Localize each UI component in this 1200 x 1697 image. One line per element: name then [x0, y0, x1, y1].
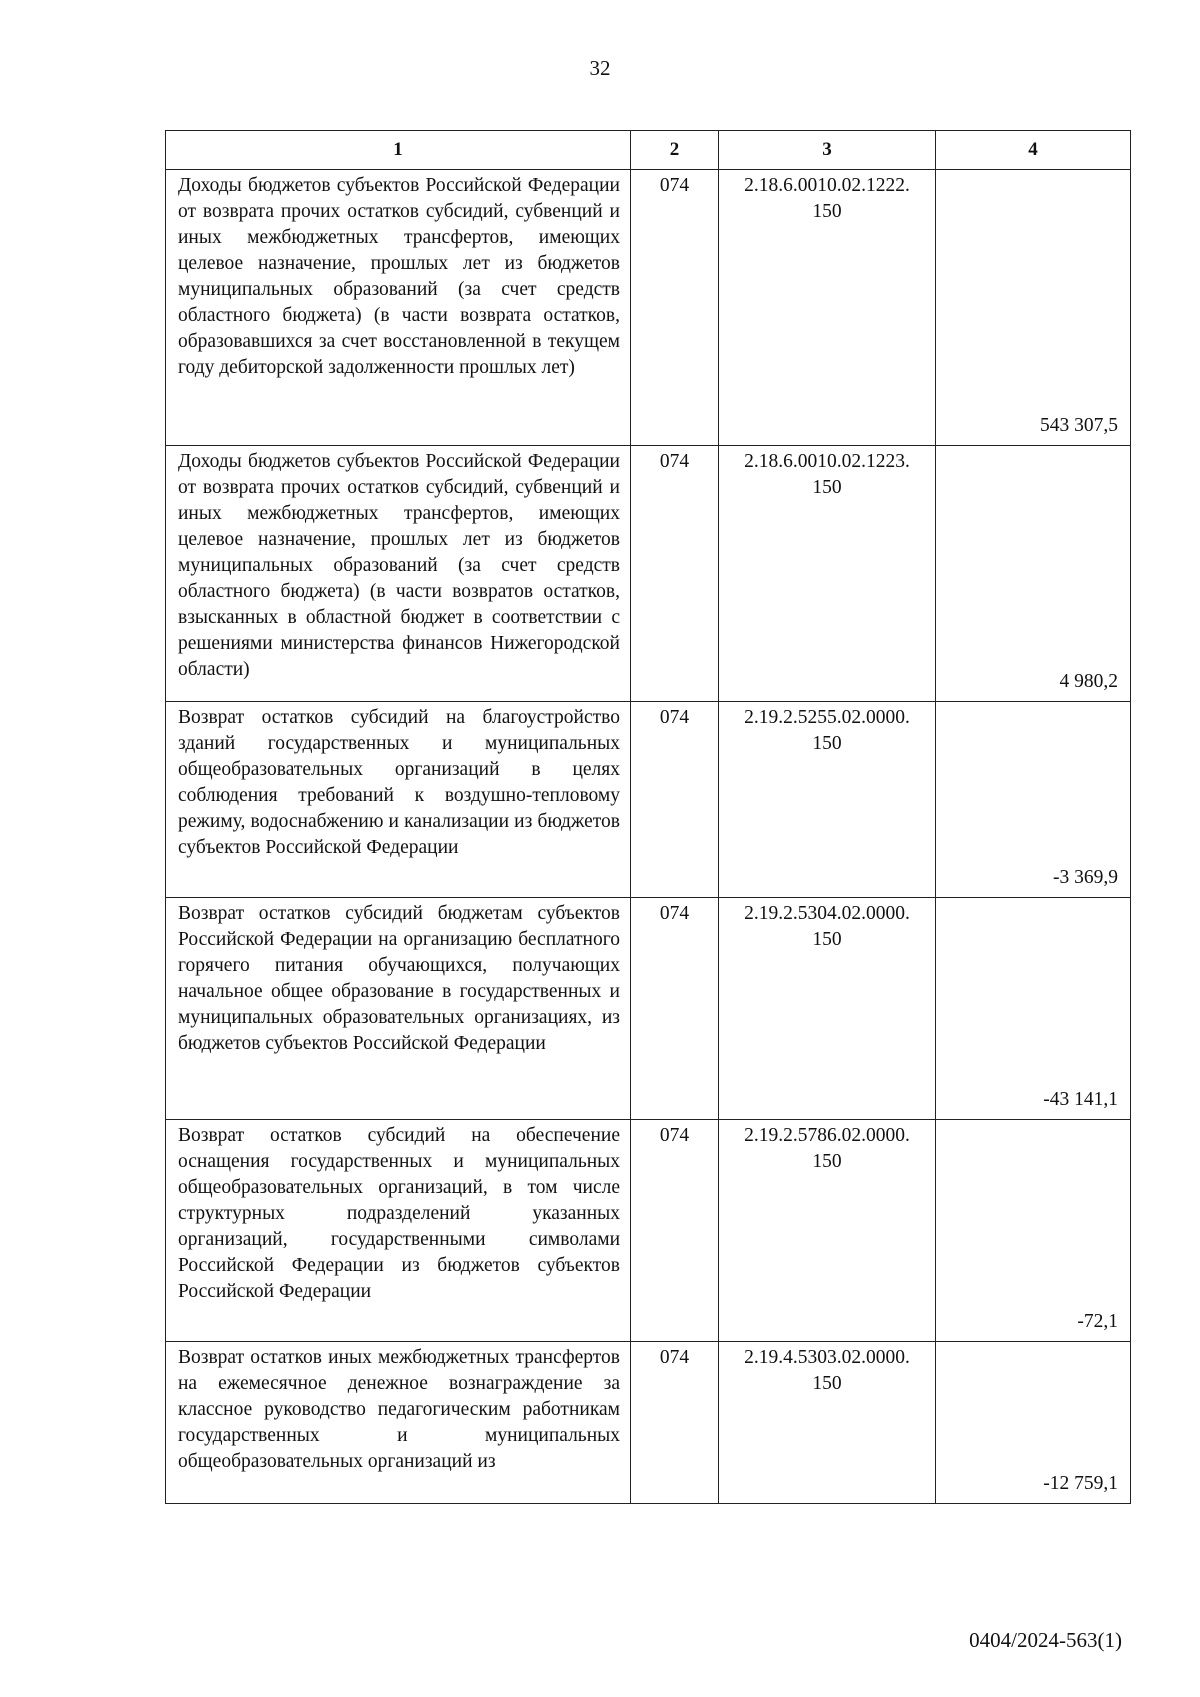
row-description: Возврат остатков субсидий на благоустройство зданий государственных и муниципальных общеобразовательных организаций в целях соблюдения требований к воздушно-тепловому режиму, водоснабжению и канализации из бюджетов субъектов Российской Федерации: [166, 702, 631, 898]
page-number: 32: [589, 56, 611, 80]
header-col-1: 1: [166, 131, 631, 170]
header-col-4: 4: [936, 131, 1131, 170]
code-line-1: 2.18.6.0010.02.1223.: [744, 451, 910, 472]
row-admin-code: 074: [631, 702, 719, 898]
row-classification-code: [719, 898, 936, 1120]
row-classification-code: [719, 170, 936, 446]
code-line-2: 150: [812, 1373, 842, 1394]
table-row: [166, 170, 1131, 446]
header-col-3: 3: [719, 131, 936, 170]
row-classification-code: [719, 446, 936, 702]
row-classification-code: [719, 702, 936, 898]
row-description: Возврат остатков иных межбюджетных трансфертов на ежемесячное денежное вознаграждение за классное руководство педагогическим работникам государственных и муниципальных общеобразовательных организаций из: [166, 1342, 631, 1504]
code-line-1: 2.19.2.5255.02.0000.: [744, 707, 910, 728]
table-row: [166, 446, 1131, 702]
row-admin-code: 074: [631, 170, 719, 446]
table-row: [166, 1342, 1131, 1504]
row-amount: 543 307,5: [936, 170, 1131, 446]
row-description: Доходы бюджетов субъектов Российской Федерации от возврата прочих остатков субсидий, субвенций и иных межбюджетных трансфертов, имеющих целевое назначение, прошлых лет из бюджетов муниципальных образований (за счет средств областного бюджета) (в части возвратов остатков, взысканных в областной бюджет в соответствии с решениями министерства финансов Нижегородской области): [166, 446, 631, 702]
code-line-1: 2.19.2.5786.02.0000.: [744, 1125, 910, 1146]
code-line-2: 150: [812, 1151, 842, 1172]
row-amount: -43 141,1: [936, 898, 1131, 1120]
row-admin-code: 074: [631, 898, 719, 1120]
row-classification-code: [719, 1342, 936, 1504]
header-col-2: 2: [631, 131, 719, 170]
row-admin-code: 074: [631, 446, 719, 702]
row-amount: -12 759,1: [936, 1342, 1131, 1504]
code-line-2: 150: [812, 477, 842, 498]
code-line-1: 2.18.6.0010.02.1222.: [744, 175, 910, 196]
code-line-1: 2.19.4.5303.02.0000.: [744, 1347, 910, 1368]
revenue-table: [165, 130, 1131, 1504]
code-line-2: 150: [812, 201, 842, 222]
table-row: [166, 702, 1131, 898]
code-line-1: 2.19.2.5304.02.0000.: [744, 903, 910, 924]
table-header-row: [166, 131, 1131, 170]
row-description: Возврат остатков субсидий бюджетам субъектов Российской Федерации на организацию бесплатного горячего питания обучающихся, получающих начальное общее образование в государственных и муниципальных образовательных организациях, из бюджетов субъектов Российской Федерации: [166, 898, 631, 1120]
table-row: [166, 1120, 1131, 1342]
row-description: Доходы бюджетов субъектов Российской Федерации от возврата прочих остатков субсидий, субвенций и иных межбюджетных трансфертов, имеющих целевое назначение, прошлых лет из бюджетов муниципальных образований (за счет средств областного бюджета) (в части возврата остатков, образовавшихся за счет восстановленной в текущем году дебиторской задолженности прошлых лет): [166, 170, 631, 446]
row-classification-code: [719, 1120, 936, 1342]
row-amount: 4 980,2: [936, 446, 1131, 702]
row-amount: -3 369,9: [936, 702, 1131, 898]
document-id: 0404/2024-563(1): [969, 1628, 1122, 1652]
code-line-2: 150: [812, 733, 842, 754]
table-row: [166, 898, 1131, 1120]
row-admin-code: 074: [631, 1342, 719, 1504]
row-description: Возврат остатков субсидий на обеспечение оснащения государственных и муниципальных общеобразовательных организаций, в том числе структурных подразделений указанных организаций, государственными символами Российской Федерации из бюджетов субъектов Российской Федерации: [166, 1120, 631, 1342]
row-admin-code: 074: [631, 1120, 719, 1342]
row-amount: -72,1: [936, 1120, 1131, 1342]
code-line-2: 150: [812, 929, 842, 950]
